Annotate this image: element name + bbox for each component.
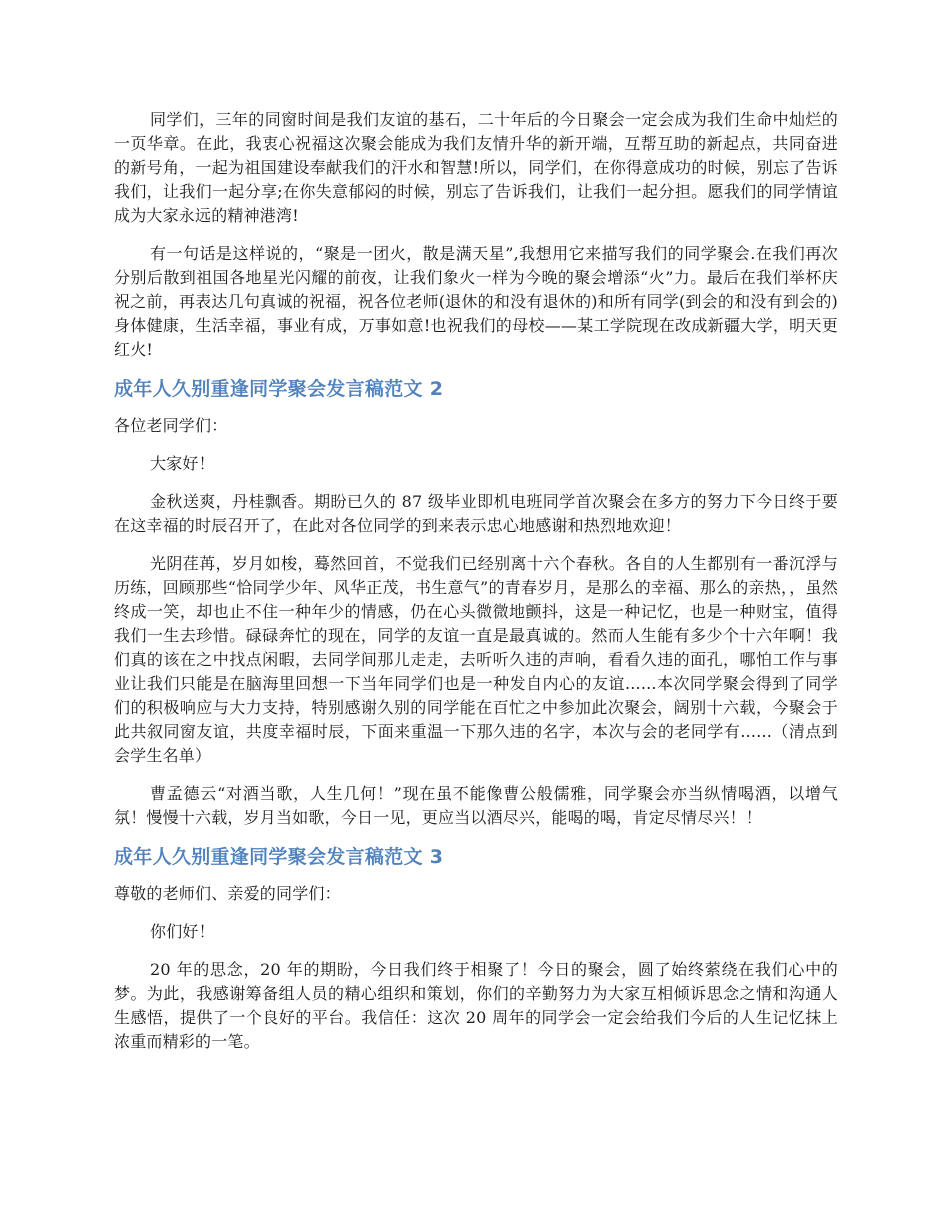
body-paragraph: 有一句话是这样说的，“聚是一团火，散是满天星”,我想用它来描写我们的同学聚会.在我们再次分别后散到祖国各地星光闪耀的前夜，让我们象火一样为今晚的聚会增添“火”力。最后在我们举杯庆祝之前，再表达几句真诚的祝福，祝各位老师(退休的和没有退休的)和所有同学(到会的和没有到会的)身体健康，生活幸福，事业有成，万事如意!也祝我们的母校——某工学院现在改成新疆大学，明天更红火!	[114, 244, 838, 359]
body-paragraph: 光阴荏苒，岁月如梭，蓦然回首，不觉我们已经别离十六个春秋。各自的人生都别有一番沉浮与历练，回顾那些“恰同学少年、风华正茂，书生意气”的青春岁月，是那么的幸福、那么的亲热，，虽然终成一笑，却也止不住一种年少的情感，仍在心头微微地颤抖，这是一种记忆，也是一种财宝，值得我们一生去珍惜。碌碌奔忙的现在，同学的友谊一直是最真诚的。然而人生能有多少个十六年啊！我们真的该在之中找点闲暇，去同学间那儿走走，去听听久违的声响，看看久违的面孔，哪怕工作与事业让我们只能是在脑海里回想一下当年同学们也是一种发自内心的友谊......本次同学聚会得到了同学们的积极响应与大力支持，特别感谢久别的同学能在百忙之中参加此次聚会，阔别十六载，今聚会于此共叙同窗友谊，共度幸福时辰，下面来重温一下那久违的名字，本次与会的老同学有......（清点到会学生名单）	[114, 554, 838, 765]
salutation: 尊敬的老师们、亲爱的同学们：	[114, 884, 341, 903]
body-paragraph: 20 年的思念，20 年的期盼，今日我们终于相聚了！今日的聚会，圆了始终萦绕在我们心中的梦。为此，我感谢筹备组人员的精心组织和策划，你们的辛勤努力为大家互相倾诉思念之情和沟通人生感悟，提供了一个良好的平台。我信任：这次 20 周年的同学会一定会给我们今后的人生记忆抹上浓重而精彩的一笔。	[114, 960, 838, 1051]
section-heading: 成年人久别重逢同学聚会发言稿范文 2	[114, 378, 444, 400]
body-paragraph: 你们好！	[150, 922, 215, 941]
section-heading: 成年人久别重逢同学聚会发言稿范文 3	[114, 846, 444, 868]
body-paragraph: 金秋送爽，丹桂飘香。期盼已久的 87 级毕业即机电班同学首次聚会在多方的努力下今日终于要在这幸福的时辰召开了，在此对各位同学的到来表示忠心地感谢和热烈地欢迎！	[114, 492, 838, 535]
body-paragraph: 大家好！	[150, 454, 215, 473]
salutation: 各位老同学们：	[114, 416, 228, 435]
body-paragraph: 同学们，三年的同窗时间是我们友谊的基石，二十年后的今日聚会一定会成为我们生命中灿烂的一页华章。在此，我衷心祝福这次聚会能成为我们友情升华的新开端，互帮互助的新起点，共同奋进的新号角，一起为祖国建设奉献我们的汗水和智慧!所以，同学们，在你得意成功的时候，别忘了告诉我们，让我们一起分享;在你失意郁闷的时候，别忘了告诉我们，让我们一起分担。愿我们的同学情谊成为大家永远的精神港湾!	[114, 110, 838, 225]
document-page	[114, 108, 838, 1068]
body-paragraph: 曹孟德云“对酒当歌，人生几何！”现在虽不能像曹公般儒雅，同学聚会亦当纵情喝酒，以增气氛！慢慢十六载，岁月当如歌，今日一见，更应当以酒尽兴，能喝的喝，肯定尽情尽兴！！	[114, 784, 838, 827]
